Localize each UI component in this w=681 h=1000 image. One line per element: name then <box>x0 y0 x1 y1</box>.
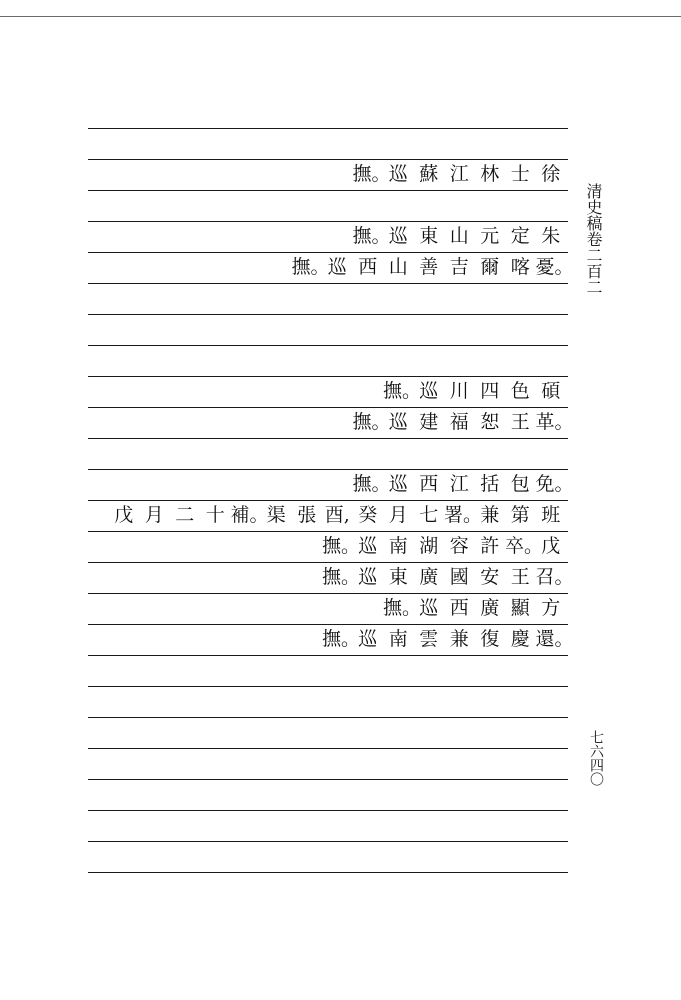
table-cell: 免。 <box>535 473 574 495</box>
table-cell: 撫。 <box>291 256 330 278</box>
table-cell: 月 <box>388 504 408 526</box>
table-row <box>88 562 574 592</box>
table-cell: 南 <box>388 628 408 650</box>
table-cell: 癸 <box>358 504 378 526</box>
table-row <box>88 841 568 871</box>
row-divider <box>88 872 568 873</box>
table-cell: 班 <box>541 504 561 526</box>
table-cell: 色 <box>510 380 530 402</box>
table-cell: 方 <box>541 597 561 619</box>
table-row <box>88 748 568 778</box>
table-cell: 廣 <box>480 597 500 619</box>
table-cell: 兼 <box>449 628 469 650</box>
table-cell: 碩 <box>541 380 561 402</box>
table-cell: 善 <box>419 256 439 278</box>
table-row <box>88 128 568 158</box>
table-cell: 西 <box>449 597 469 619</box>
table-cell: 王 <box>510 411 530 433</box>
page-number: 七六四〇 <box>588 730 604 786</box>
table-cell: 建 <box>419 411 439 433</box>
table-cell: 渠 <box>266 504 286 526</box>
table-cell: 山 <box>388 256 408 278</box>
table-cell: 巡 <box>419 380 439 402</box>
table-cell: 巡 <box>358 535 378 557</box>
table-cell: 召。 <box>535 566 574 588</box>
table-cell: 月 <box>144 504 164 526</box>
table-cell: 巡 <box>388 473 408 495</box>
table-row <box>88 252 574 282</box>
table-row <box>88 159 568 189</box>
table-row <box>88 655 568 685</box>
table-row <box>88 469 574 499</box>
table-cell: 王 <box>510 566 530 588</box>
table-row <box>88 531 568 561</box>
table-row <box>88 407 574 437</box>
table-cell: 安 <box>480 566 500 588</box>
table-cell: 巡 <box>327 256 347 278</box>
table-cell: 南 <box>388 535 408 557</box>
table-row <box>88 314 568 344</box>
table-cell: 二 <box>175 504 195 526</box>
table-cell: 廣 <box>419 566 439 588</box>
table-cell: 巡 <box>388 225 408 247</box>
table-cell: 第 <box>510 504 530 526</box>
table-row <box>88 624 574 654</box>
table-row <box>88 779 568 809</box>
table-row <box>88 593 568 623</box>
table-cell: 撫。 <box>352 473 391 495</box>
table-cell: 江 <box>449 163 469 185</box>
table-cell: 慶 <box>510 628 530 650</box>
table-cell: 西 <box>419 473 439 495</box>
top-border-line <box>0 16 681 17</box>
table-row <box>88 438 568 468</box>
table-cell: 川 <box>449 380 469 402</box>
table-cell: 七 <box>419 504 439 526</box>
table-cell: 恕 <box>480 411 500 433</box>
table-row <box>88 810 568 840</box>
table-cell: 山 <box>449 225 469 247</box>
table-row <box>88 221 568 251</box>
table-row <box>88 686 568 716</box>
table-cell: 撫。 <box>352 411 391 433</box>
table-cell: 爾 <box>480 256 500 278</box>
table-cell: 東 <box>419 225 439 247</box>
table-cell: 撫。 <box>383 380 422 402</box>
table-cell: 巡 <box>388 411 408 433</box>
table-cell: 兼 <box>480 504 500 526</box>
table-cell: 國 <box>449 566 469 588</box>
table-cell: 撫。 <box>352 163 391 185</box>
table-cell: 戊 <box>114 504 134 526</box>
table-cell: 撫。 <box>322 566 361 588</box>
table-cell: 容 <box>449 535 469 557</box>
table-cell: 湖 <box>419 535 439 557</box>
table-cell: 定 <box>510 225 530 247</box>
table-cell: 卒。 <box>505 535 544 557</box>
table-cell: 復 <box>480 628 500 650</box>
table-cell: 憂。 <box>535 256 574 278</box>
table-cell: 署。 <box>444 504 483 526</box>
table-cell: 士 <box>510 163 530 185</box>
table-cell: 撫。 <box>352 225 391 247</box>
table-cell: 顯 <box>510 597 530 619</box>
table-cell: 巡 <box>358 566 378 588</box>
table-cell: 朱 <box>541 225 561 247</box>
table-cell: 還。 <box>535 628 574 650</box>
table-cell: 補。 <box>230 504 269 526</box>
table-row <box>88 717 568 747</box>
table-cell: 巡 <box>388 163 408 185</box>
table-cell: 蘇 <box>419 163 439 185</box>
table-cell: 徐 <box>541 163 561 185</box>
table-cell: 喀 <box>510 256 530 278</box>
table-cell: 東 <box>388 566 408 588</box>
table-cell: 西 <box>358 256 378 278</box>
table-cell: 撫。 <box>322 535 361 557</box>
table-row <box>88 376 568 406</box>
table-row <box>88 190 568 220</box>
table-cell: 撫。 <box>322 628 361 650</box>
table-cell: 巡 <box>358 628 378 650</box>
table-cell: 包 <box>510 473 530 495</box>
table-row <box>88 500 568 530</box>
table-cell: 福 <box>449 411 469 433</box>
table-cell: 林 <box>480 163 500 185</box>
table-cell: 酉, <box>324 504 350 526</box>
table-cell: 十 <box>205 504 225 526</box>
running-header: 清史稿卷二百二 <box>584 183 603 295</box>
table-cell: 四 <box>480 380 500 402</box>
table-cell: 吉 <box>449 256 469 278</box>
table-cell: 張 <box>297 504 317 526</box>
table-row <box>88 345 568 375</box>
table-cell: 許 <box>480 535 500 557</box>
table-cell: 革。 <box>535 411 574 433</box>
table-cell: 括 <box>480 473 500 495</box>
table-cell: 元 <box>480 225 500 247</box>
table-cell: 撫。 <box>383 597 422 619</box>
table-cell: 江 <box>449 473 469 495</box>
table-cell: 巡 <box>419 597 439 619</box>
table-row <box>88 283 568 313</box>
table-cell: 雲 <box>419 628 439 650</box>
table-cell: 戊 <box>541 535 561 557</box>
